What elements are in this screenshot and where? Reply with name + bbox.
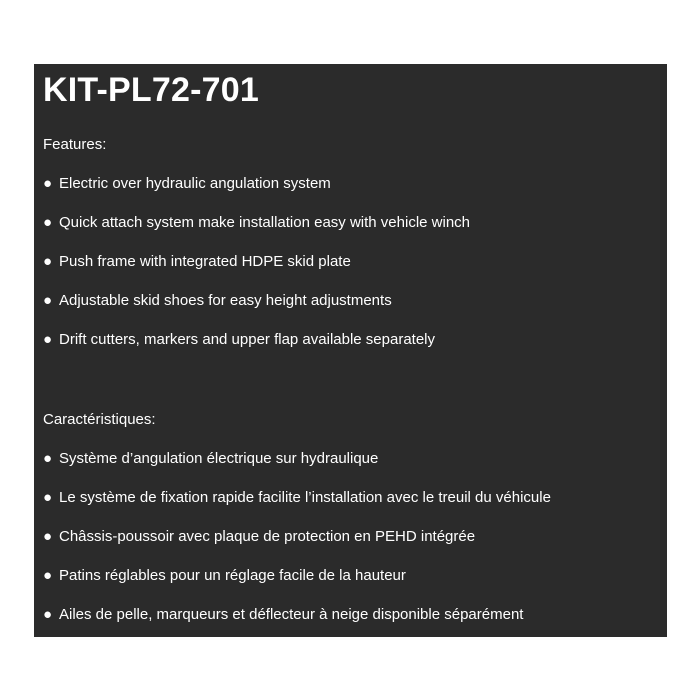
feature-text: Electric over hydraulic angulation system bbox=[59, 175, 331, 192]
list-item bbox=[43, 252, 663, 291]
feature-text: Système d’angulation électrique sur hydraulique bbox=[59, 450, 379, 467]
bullet-icon: ● bbox=[43, 450, 53, 467]
bullet-icon: ● bbox=[43, 292, 53, 309]
product-title: KIT-PL72-701 bbox=[43, 71, 259, 109]
list-item bbox=[43, 213, 663, 252]
feature-text: Quick attach system make installation easy with vehicle winch bbox=[59, 214, 471, 231]
bullet-icon: ● bbox=[43, 489, 53, 506]
list-item bbox=[43, 174, 663, 213]
feature-text: Châssis-poussoir avec plaque de protection en PEHD intégrée bbox=[59, 528, 476, 545]
bullet-icon: ● bbox=[43, 606, 53, 623]
feature-text: Patins réglables pour un réglage facile de la hauteur bbox=[59, 567, 406, 584]
list-item bbox=[43, 566, 663, 605]
list-item bbox=[43, 488, 663, 527]
list-item bbox=[43, 449, 663, 488]
product-info-panel bbox=[34, 64, 667, 637]
caracteristiques-list bbox=[43, 449, 663, 644]
bullet-icon: ● bbox=[43, 253, 53, 270]
feature-text: Push frame with integrated HDPE skid plate bbox=[59, 253, 351, 270]
bullet-icon: ● bbox=[43, 528, 53, 545]
list-item bbox=[43, 527, 663, 566]
feature-text: Ailes de pelle, marqueurs et déflecteur à neige disponible séparément bbox=[59, 606, 524, 623]
feature-text: Adjustable skid shoes for easy height adjustments bbox=[59, 292, 392, 309]
bullet-icon: ● bbox=[43, 175, 53, 192]
features-list bbox=[43, 174, 663, 369]
features-heading: Features: bbox=[43, 136, 107, 153]
list-item bbox=[43, 291, 663, 330]
caracteristiques-heading: Caractéristiques: bbox=[43, 411, 156, 428]
list-item bbox=[43, 605, 663, 644]
bullet-icon: ● bbox=[43, 567, 53, 584]
bullet-icon: ● bbox=[43, 331, 53, 348]
list-item bbox=[43, 330, 663, 369]
feature-text: Drift cutters, markers and upper flap available separately bbox=[59, 331, 436, 348]
feature-text: Le système de fixation rapide facilite l’installation avec le treuil du véhicule bbox=[59, 489, 551, 506]
bullet-icon: ● bbox=[43, 214, 53, 231]
